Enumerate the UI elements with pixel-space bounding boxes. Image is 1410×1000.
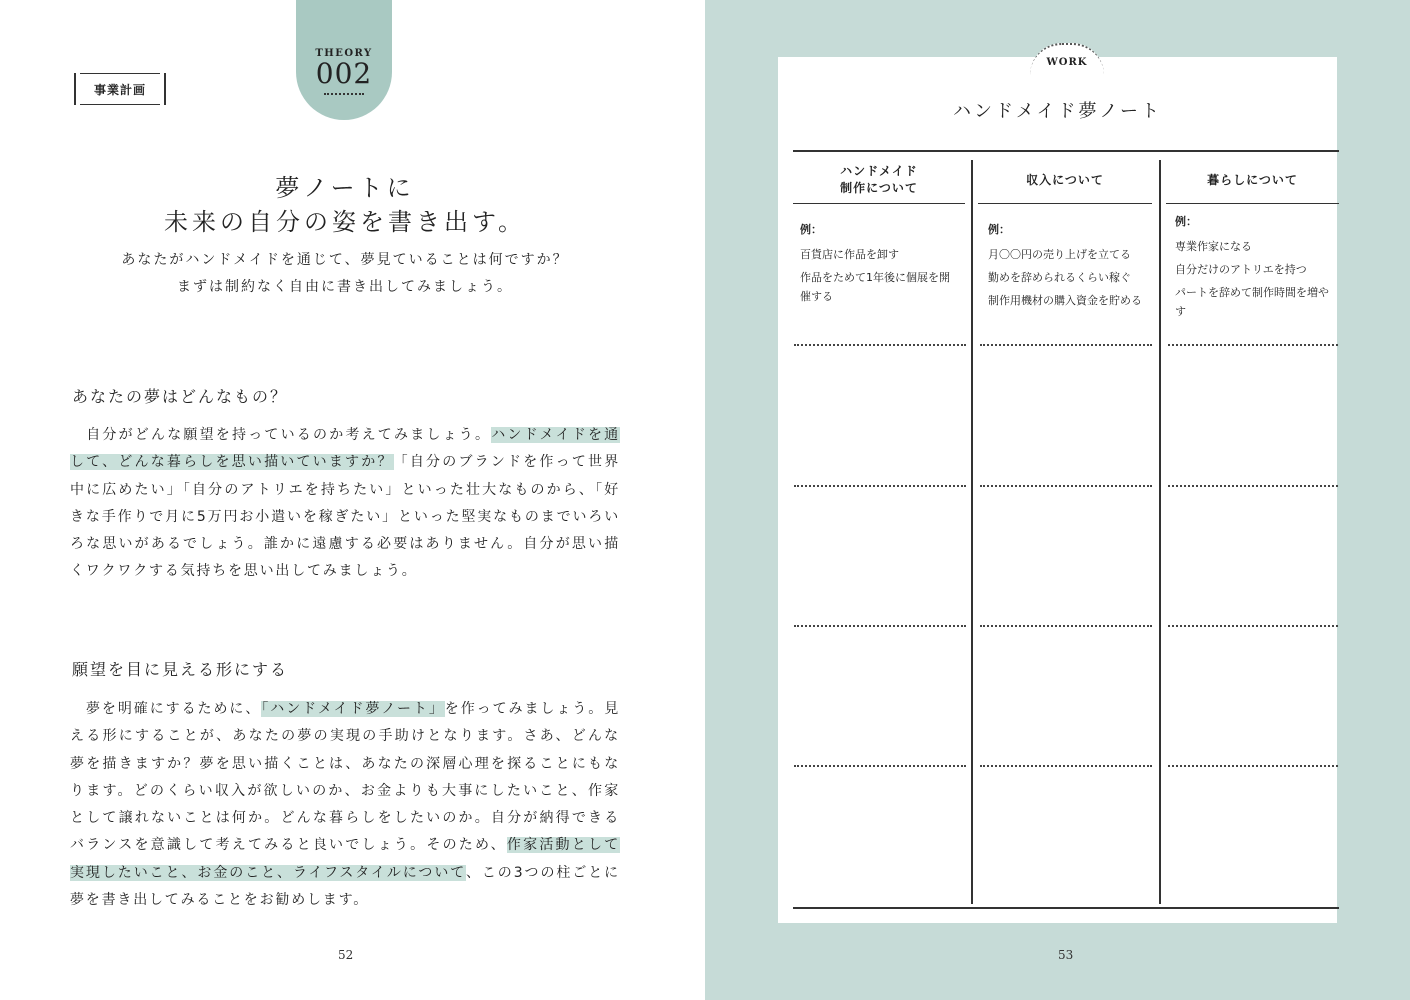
dotted-writing-line: [794, 625, 966, 627]
dotted-writing-line: [1168, 625, 1338, 627]
lead-line-1: あなたがハンドメイドを通じて、夢見ていることは何ですか？: [121, 252, 569, 268]
dotted-writing-line: [1168, 485, 1338, 487]
example-item: 月〇〇円の売り上げを立てる: [988, 248, 1131, 261]
example-item: パートを辞めて制作時間を増やす: [1175, 286, 1329, 318]
dotted-writing-line: [980, 344, 1152, 346]
column-header-line: 収入について: [1026, 172, 1104, 187]
table-top-rule: [793, 150, 1339, 152]
dotted-writing-line: [1168, 765, 1338, 767]
page-number-left: 52: [338, 948, 354, 962]
dotted-writing-line: [794, 344, 966, 346]
example-item: 専業作家になる: [1175, 240, 1252, 253]
dotted-writing-line: [980, 765, 1152, 767]
column-header-line: 暮らしについて: [1207, 172, 1298, 187]
body-text: 「自分のブランドを作って世界中に広めたい」「自分のアトリエを持ちたい」といった壮大なものから、「好きな手作りで月に5万円お小遣いを稼ぎたい」といった堅実なものまでいろいろな思いがあるでしょう。誰かに遠慮する必要はありません。自分が思い描くワクワクする気持ちを思い出してみましょう。: [70, 454, 621, 580]
highlighted-text: 作家活動として実現したいこと、お金のこと、ライフスタイルについて: [70, 837, 620, 881]
example-item: 百貨店に作品を卸す: [800, 248, 899, 261]
lead-line-2: まずは制約なく自由に書き出してみましょう。: [177, 279, 513, 295]
column-header-line: 制作について: [840, 181, 918, 195]
right-page: [705, 0, 1410, 1000]
example-item: 自分だけのアトリエを持つ: [1175, 263, 1307, 276]
column-divider: [1159, 160, 1161, 904]
dotted-writing-line: [980, 485, 1152, 487]
body-text: 、この3つの柱ごとに夢を書き出してみることをお勧めします。: [70, 864, 620, 909]
column-header-rule: [793, 203, 965, 204]
column-header-rule: [978, 203, 1152, 204]
column-examples-income: [988, 219, 1153, 314]
dotted-writing-line: [1168, 344, 1338, 346]
theory-number: 002: [315, 57, 373, 90]
column-header-rule: [1166, 203, 1339, 204]
dotted-writing-line: [794, 485, 966, 487]
section-heading-visualize: 願望を目に見える形にする: [72, 660, 289, 679]
example-item: 勤めを辞められるくらい稼ぐ: [988, 271, 1131, 284]
section-body-visualize: [70, 696, 620, 914]
headline-line-1: 夢ノートに: [275, 174, 415, 202]
theory-dots-divider: [324, 93, 364, 95]
highlighted-text: ハンドメイドを通して、どんな暮らしを思い描いていますか？: [70, 427, 620, 471]
example-item: 作品をためて1年後に個展を開催する: [800, 271, 950, 303]
section-heading-dream: あなたの夢はどんなもの？: [72, 387, 289, 406]
body-text: 夢を明確にするために、: [70, 701, 262, 717]
page-number-right: 53: [1058, 948, 1074, 962]
column-header-line: ハンドメイド: [840, 164, 918, 178]
headline-line-2: 未来の自分の姿を書き出す。: [163, 208, 527, 236]
body-text: を作ってみましょう。見える形にすることが、あなたの夢の実現の手助けとなります。さあ、どんな夢を描きますか？夢を思い描くことは、あなたの深層心理を探ることにもなります。どのくらい収入が欲しいのか、お金よりも大事にしたいこと、作家として譲れないことは何か。どんな暮らしをしたいのか。自分が納得できるバランスを意識して考えてみると良いでしょう。そのため、: [70, 701, 620, 854]
table-bottom-rule: [793, 907, 1339, 909]
work-badge: WORK: [1030, 43, 1104, 75]
dotted-writing-line: [980, 625, 1152, 627]
work-title: ハンドメイド夢ノート: [953, 101, 1162, 122]
body-text: 自分がどんな願望を持っているのか考えてみましょう。: [70, 427, 492, 443]
example-label: 例：: [800, 223, 822, 236]
example-label: 例：: [1175, 215, 1197, 228]
example-label: 例：: [988, 223, 1010, 236]
example-item: 制作用機材の購入資金を貯める: [988, 294, 1142, 307]
category-tag: 事業計画: [74, 73, 166, 105]
column-header-craft: [793, 160, 965, 200]
column-examples-craft: [800, 219, 960, 310]
theory-tab: [296, 0, 392, 120]
highlighted-text: 「ハンドメイド夢ノート」: [261, 701, 445, 717]
dotted-writing-line: [794, 765, 966, 767]
column-header-income: [978, 160, 1152, 200]
work-card: [778, 57, 1337, 923]
theory-label: THEORY: [315, 48, 373, 59]
column-header-life: [1166, 160, 1339, 200]
section-body-dream: [70, 422, 620, 586]
column-examples-life: [1175, 211, 1335, 325]
column-divider: [971, 160, 973, 904]
